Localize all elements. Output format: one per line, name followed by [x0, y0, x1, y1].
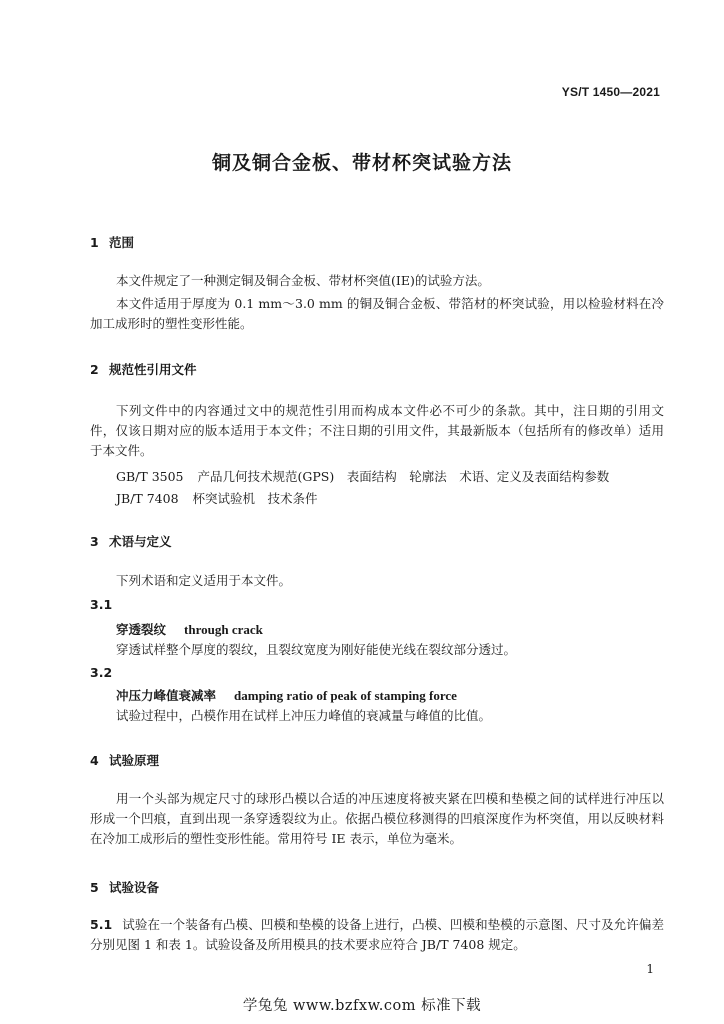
section-number: 2 — [90, 362, 99, 377]
reference-title: 杯突试验机 技术条件 — [192, 491, 318, 506]
section-title: 试验设备 — [109, 880, 160, 895]
term-damping-ratio — [116, 686, 457, 704]
term-english: through crack — [184, 622, 263, 637]
section-title: 试验原理 — [109, 753, 160, 768]
section-1-paragraph-2: 本文件适用于厚度为 0.1 mm～3.0 mm 的铜及铜合金板、带箔材的杯突试验，用以检验材料在冷加工成形时的塑性变形性能。 — [90, 296, 664, 331]
section-4-paragraph-1: 用一个头部为规定尺寸的球形凸模以合适的冲压速度将被夹紧在凹模和垫模之间的试样进行冲压以形成一个凹痕，直到出现一条穿透裂纹为止。依据凸模位移测得的凹痕深度作为杯突值，用以反映材料在冷加工成形后的塑性变形性能。常用符号 IE 表示，单位为毫米。 — [90, 791, 664, 846]
standard-number: YS/T 1450—2021 — [561, 85, 660, 99]
section-number: 1 — [90, 235, 99, 250]
reference-gb-t-3505 — [116, 467, 609, 487]
reference-title: 产品几何技术规范(GPS) 表面结构 轮廓法 术语、定义及表面结构参数 — [197, 469, 610, 484]
section-title: 范围 — [109, 235, 135, 250]
section-4-heading — [90, 751, 159, 769]
clause-5-1 — [90, 915, 664, 955]
reference-code: GB/T 3505 — [116, 469, 184, 484]
term-chinese: 穿透裂纹 — [116, 622, 167, 637]
clause-text: 试验在一个装备有凸模、凹模和垫模的设备上进行，凸模、凹模和垫模的示意图、尺寸及允许偏差分别见图 1 和表 1。试验设备及所用模具的技术要求应符合 JB/T 7408 规定。 — [90, 917, 664, 952]
clause-3-2-number: 3.2 — [90, 665, 113, 680]
document-title: 铜及铜合金板、带材杯突试验方法 — [211, 152, 512, 174]
section-3-heading — [90, 532, 172, 550]
section-number: 5 — [90, 880, 99, 895]
term-english: damping ratio of peak of stamping force — [234, 688, 457, 703]
clause-number: 5.1 — [90, 917, 113, 932]
section-number: 4 — [90, 753, 99, 768]
section-2-paragraph-1: 下列文件中的内容通过文中的规范性引用而构成本文件必不可少的条款。其中，注日期的引用文件，仅该日期对应的版本适用于本文件；不注日期的引用文件，其最新版本（包括所有的修改单）适用于本文件。 — [90, 403, 664, 458]
section-1-heading — [90, 233, 134, 251]
term-chinese: 冲压力峰值衰减率 — [116, 688, 217, 703]
section-number: 3 — [90, 534, 99, 549]
term-definition-3-1: 穿透试样整个厚度的裂纹，且裂纹宽度为刚好能使光线在裂纹部分透过。 — [116, 642, 517, 657]
section-title: 规范性引用文件 — [109, 362, 197, 377]
term-through-crack — [116, 620, 263, 638]
page-number: 1 — [646, 962, 654, 976]
clause-3-1-number: 3.1 — [90, 597, 113, 612]
section-3-paragraph-1: 下列术语和定义适用于本文件。 — [116, 573, 292, 588]
reference-jb-t-7408 — [116, 489, 318, 509]
reference-code: JB/T 7408 — [116, 491, 179, 506]
term-definition-3-2: 试验过程中，凸模作用在试样上冲压力峰值的衰减量与峰值的比值。 — [116, 708, 492, 723]
section-title: 术语与定义 — [109, 534, 172, 549]
section-5-heading — [90, 878, 159, 896]
footer-watermark: 学兔兔 www.bzfxw.com 标准下载 — [242, 998, 482, 1014]
section-2-heading — [90, 360, 197, 378]
section-1-paragraph-1: 本文件规定了一种测定铜及铜合金板、带材杯突值(IE)的试验方法。 — [116, 273, 490, 288]
